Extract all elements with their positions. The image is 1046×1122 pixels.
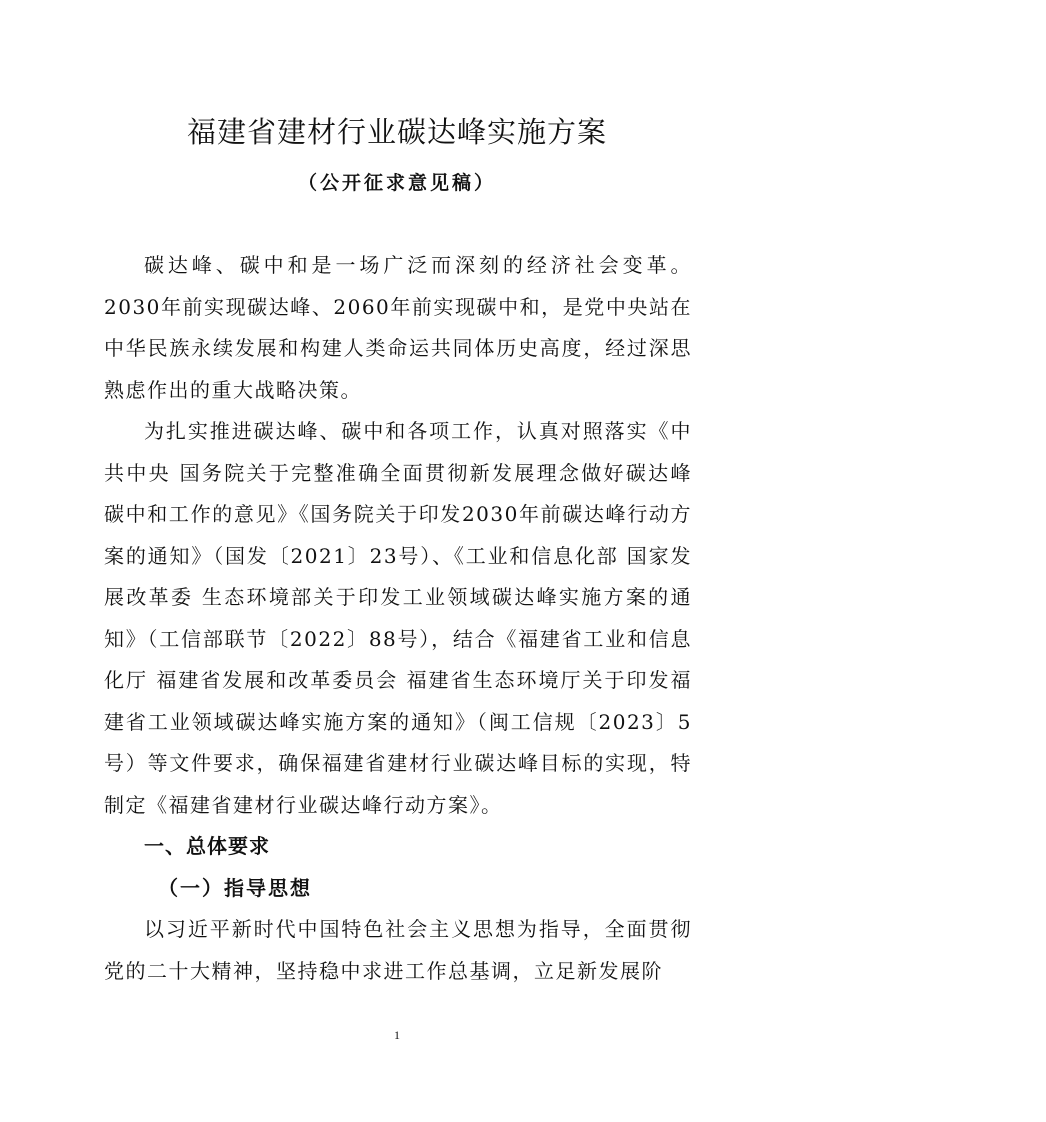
paragraph-basis: 为扎实推进碳达峰、碳中和各项工作，认真对照落实《中共中央 国务院关于完整准确全面贯彻新发展理念做好碳达峰碳中和工作的意见》《国务院关于印发2030年前碳达峰行动方案的通知》（国发〔2021〕23号）、《工业和信息化部 国家发展改革委 生态环境部关于印发工业领域碳达峰实施方案的通知》（工信部联节〔2022〕88号），结合《福建省工业和信息化厅 福建省发展和改革委员会 福建省生态环境厅关于印发福建省工业领域碳达峰实施方案的通知》（闽工信规〔2023〕5号）等文件要求，确保福建省建材行业碳达峰目标的实现，特制定《福建省建材行业碳达峰行动方案》。	[104, 419, 692, 817]
subsection-heading: （一）指导思想	[158, 875, 312, 900]
paragraph-guiding: 以习近平新时代中国特色社会主义思想为指导，全面贯彻党的二十大精神，坚持稳中求进工作总基调，立足新发展阶	[104, 917, 692, 983]
page-number: 1	[394, 1028, 400, 1042]
section-heading: 一、总体要求	[144, 834, 270, 858]
paragraph-intro: 碳达峰、碳中和是一场广泛而深刻的经济社会变革。2030年前实现碳达峰、2060年前实现碳中和，是党中央站在中华民族永续发展和构建人类命运共同体历史高度，经过深思熟虑作出的重大战略决策。	[104, 253, 692, 402]
document-body	[104, 245, 692, 992]
document-title: 福建省建材行业碳达峰实施方案	[186, 115, 607, 149]
document-subtitle: （公开征求意见稿）	[297, 172, 496, 194]
